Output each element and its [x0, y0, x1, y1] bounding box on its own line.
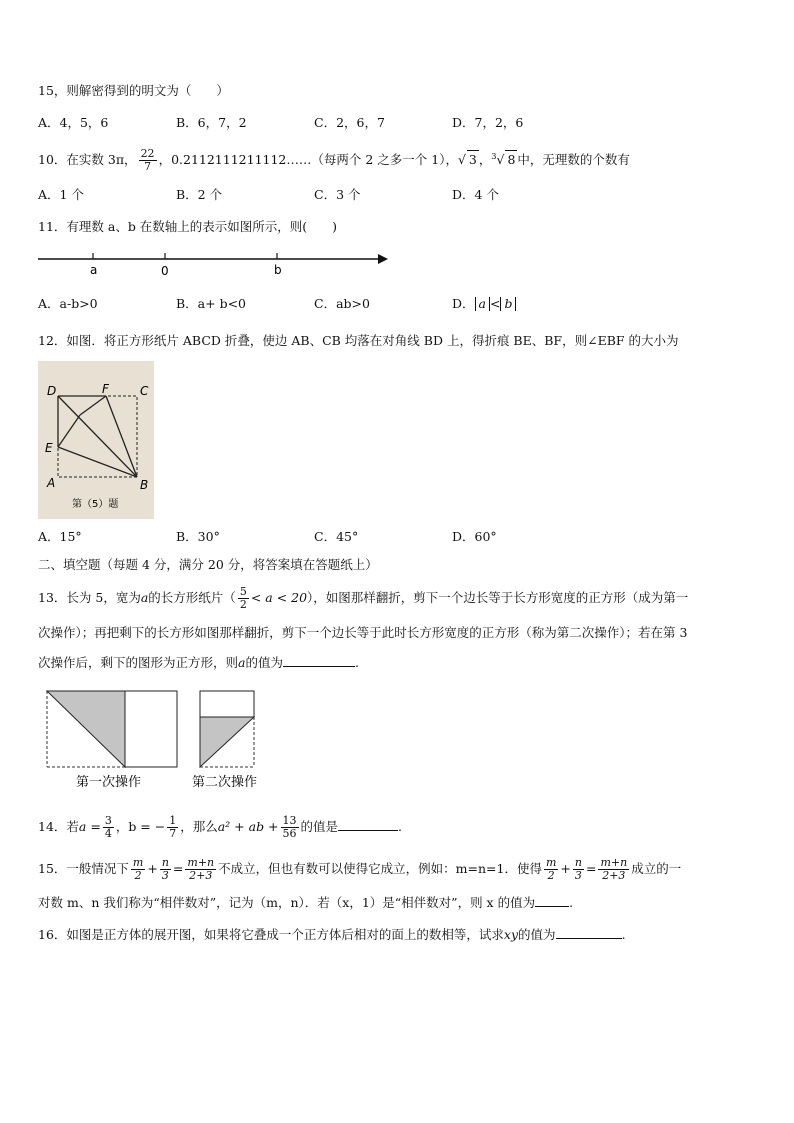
q14-a-den: 4 — [104, 827, 112, 840]
q11-optd-lt: < — [489, 296, 501, 311]
q15b-line2-text: 对数 m、n 我们称为“相伴数对”，记为（m，n）．若（x，1）是“相伴数对”，则 x 的值为 — [38, 895, 536, 910]
label-c: C — [140, 384, 149, 398]
q14-end: . — [398, 819, 403, 834]
q15b-three: 3 — [161, 869, 169, 882]
q15b-tail: 成立的一 — [631, 861, 682, 876]
label-e: E — [45, 441, 53, 455]
q13-inequality: < a < 20 — [250, 590, 308, 605]
label-zero: 0 — [161, 264, 169, 278]
q10-option-c: C．3 个 — [314, 187, 361, 202]
q15b-mn-b: m+n — [600, 856, 628, 869]
figure-caption: 第（5）题 — [72, 499, 119, 510]
q10-tail: 中，无理数的个数有 — [517, 152, 630, 168]
q12-figure — [38, 361, 154, 519]
q12-option-d: D．60° — [452, 529, 497, 544]
q14-tail: 的值是 — [300, 819, 339, 834]
q14-frac-b — [167, 815, 178, 840]
number-line-arrow — [378, 254, 388, 264]
q16-tail: 的值为 — [518, 927, 556, 942]
q15a-stem: 15，则解密得到的明文为（ ） — [38, 83, 229, 98]
q13-var-a-2: a — [238, 655, 246, 670]
fig2-remaining-rect — [200, 691, 254, 717]
label-a: a — [90, 263, 98, 277]
caption-first-operation: 第一次操作 — [76, 775, 142, 790]
q15a-option-c: C．2，6，7 — [314, 115, 385, 130]
q15b-answer-blank[interactable] — [535, 906, 569, 907]
label-d: D — [47, 384, 57, 398]
q15b-twothree-b: 2+3 — [602, 869, 626, 882]
q11-optd-abs-b: b — [500, 297, 516, 311]
q11-option-d — [452, 295, 516, 313]
q15b-line1 — [38, 857, 681, 882]
fig1-remaining-rect — [125, 691, 177, 767]
q15b-three-b: 3 — [574, 869, 582, 882]
q15b-frac-n3-b — [573, 857, 584, 882]
q11-optd-prefix: D． — [452, 296, 475, 311]
q14-c-num: 13 — [282, 814, 297, 827]
q10-mid: ，0.2112111211112……（每两个 2 之多一个 1）， — [158, 152, 458, 168]
q14-b-num: 1 — [169, 814, 177, 827]
q13-l3a: 次操作后，剩下的图形为正方形，则 — [38, 655, 239, 670]
q14-answer-blank[interactable] — [338, 830, 398, 831]
q13-line2: 次操作）；再把剩下的长方形如图那样翻折，剪下一个边长等于此时长方形宽度的正方形（称为第二次操作）；若在第 3 — [38, 625, 688, 640]
q13-l3b: 的值为 — [245, 655, 283, 670]
q13-l1c: ），如图那样翻折，剪下一个边长等于长方形宽度的正方形（成为第一 — [307, 590, 689, 605]
q10-cbrt8: 8 — [507, 152, 516, 168]
q13-frac-num: 5 — [239, 585, 247, 598]
q15b-two: 2 — [134, 869, 142, 882]
q15b-eq-b: = — [585, 861, 597, 876]
q15b-two-b: 2 — [547, 869, 555, 882]
q15b-frac-m2-b — [544, 857, 558, 882]
q10-frac-den: 7 — [144, 160, 152, 174]
q15b-line2 — [38, 894, 573, 912]
q11-option-c: C．ab>0 — [314, 296, 370, 311]
q15b-m-b: m — [545, 856, 557, 869]
q10-fraction — [139, 148, 157, 173]
q14-lead: 14．若 — [38, 819, 79, 834]
q15a-option-d: D．7，2，6 — [452, 115, 524, 130]
q14-c-den: 56 — [282, 827, 297, 840]
q10-frac-num: 22 — [140, 147, 155, 161]
label-b: B — [140, 478, 149, 492]
q15b-n-b: n — [574, 856, 582, 869]
section-heading: 二、填空题（每题 4 分，满分 20 分，将答案填在答题纸上） — [38, 557, 378, 572]
q15b-frac-mn — [185, 857, 216, 882]
q11-number-line — [36, 246, 396, 278]
caption-second-operation: 第二次操作 — [192, 775, 258, 790]
q12-stem: 12．如图．将正方形纸片 ABCD 折叠，使边 AB、CB 均落在对角线 BD 上，得折痕 BE、BF，则∠EBF 的大小为 — [38, 333, 679, 348]
q13-fraction — [238, 586, 249, 611]
q13-l3c: . — [354, 655, 359, 670]
q15b-frac-n3 — [160, 857, 171, 882]
q14-line — [38, 815, 402, 840]
q14-b-eq: ，b = − — [115, 819, 166, 834]
q13-line1 — [38, 586, 688, 611]
q13-line3 — [38, 654, 359, 672]
q15b-frac-m2 — [131, 857, 145, 882]
q13-var-a: a — [140, 590, 149, 605]
q14-b-den: 7 — [169, 827, 177, 840]
fig1-folded-triangle — [47, 691, 125, 767]
q10-stem: 10．在实数 3π， $\frac{22}{7}$ ，0.2112111211112……（每两个 2 之多一个 1），√ 3 ，$^3$√ 8 中，无理数的个数有 — [38, 147, 630, 174]
q14-a-eq: a = — [78, 819, 101, 834]
q15b-plus: + — [147, 861, 158, 876]
q10-cbrt-index: 3 — [491, 152, 497, 161]
q14-expr: a² + ab + — [217, 819, 279, 834]
q13-answer-blank[interactable] — [283, 666, 355, 667]
q15b-end: . — [569, 895, 574, 910]
q13-figures — [44, 688, 276, 790]
q13-l1b: 的长方形纸片（ — [148, 590, 236, 605]
q16-end: . — [621, 927, 626, 942]
q12-option-b: B．30° — [176, 529, 220, 544]
q10-option-b: B．2 个 — [176, 187, 223, 202]
q15b-plus-b: + — [560, 861, 571, 876]
q10-option-d: D．4 个 — [452, 187, 499, 202]
q11-optd-abs-a: a — [475, 297, 490, 311]
q14-a-num: 3 — [104, 814, 112, 827]
q10-sqrt3: 3 — [468, 152, 477, 168]
q14-frac-a — [103, 815, 114, 840]
q10-option-a: A．1 个 — [38, 187, 84, 202]
fig2-folded-triangle — [200, 717, 254, 767]
q16-text: 16．如图是正方体的展开图，如果将它叠成一个正方体后相对的面上的数相等，试求 — [38, 927, 504, 942]
q15b-m: m — [132, 856, 144, 869]
q14-mid: ，那么 — [180, 819, 218, 834]
q15b-frac-mn-b — [598, 857, 629, 882]
q12-option-c: C．45° — [314, 529, 359, 544]
q11-stem: 11．有理数 a、b 在数轴上的表示如图所示，则( ) — [38, 219, 338, 234]
q13-l1a: 13．长为 5，宽为 — [38, 590, 141, 605]
q15b-mid: 不成立，但也有数可以使得它成立，例如：m=n=1．使得 — [218, 861, 542, 876]
q15b-mn: m+n — [187, 856, 215, 869]
q15b-eq: = — [172, 861, 184, 876]
q12-option-a: A．15° — [38, 529, 82, 544]
label-f: F — [102, 382, 109, 396]
q15b-n: n — [161, 856, 169, 869]
q13-frac-den: 2 — [239, 598, 247, 611]
q11-option-b: B．a+ b<0 — [176, 296, 247, 311]
label-a: A — [47, 476, 56, 490]
q15a-option-b: B．6，7，2 — [176, 115, 247, 130]
label-b: b — [274, 263, 282, 277]
q14-frac-c — [281, 815, 299, 840]
q10-lead: 10．在实数 3π， — [38, 152, 137, 168]
q15a-option-a: A．4，5，6 — [38, 115, 109, 130]
q16-xy: xy — [503, 927, 519, 942]
q15b-twothree: 2+3 — [189, 869, 213, 882]
q11-option-a: A．a-b>0 — [38, 296, 98, 311]
q15b-lead: 15．一般情况下 — [38, 861, 129, 876]
q16-line — [38, 926, 626, 944]
q16-answer-blank[interactable] — [556, 938, 622, 939]
